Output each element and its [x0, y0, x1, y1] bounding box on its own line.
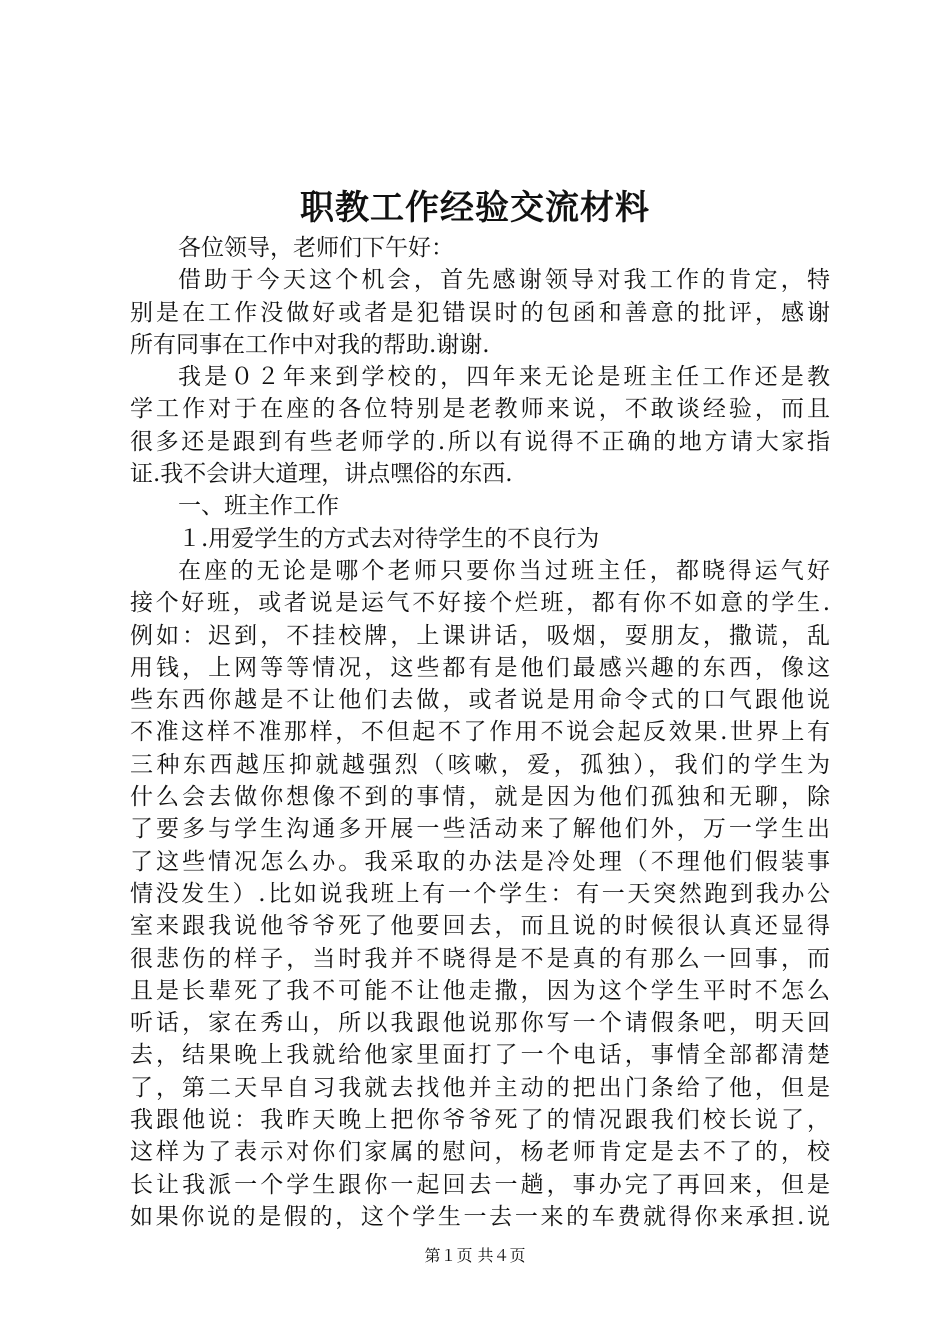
- body-line: 我是０２年来到学校的，四年来无论是班主任工作还是教: [178, 364, 830, 391]
- body-line: 三种东西越压抑就越强烈（咳嗽，爱，孤独），我们的学生为: [130, 751, 830, 778]
- document-body: [130, 232, 830, 1233]
- body-line: 这样为了表示对你们家属的慰问，杨老师肯定是去不了的，校: [130, 1139, 830, 1166]
- body-line: 情没发生）.比如说我班上有一个学生：有一天突然跑到我办公: [130, 880, 830, 907]
- body-line: 证.我不会讲大道理，讲点嘿俗的东西.: [130, 461, 513, 488]
- body-line: 学工作对于在座的各位特别是老教师来说，不敢谈经验，而且: [130, 396, 830, 423]
- body-line: 例如：迟到，不挂校牌，上课讲话，吸烟，耍朋友，撒谎，乱: [130, 622, 830, 649]
- body-line: 长让我派一个学生跟你一起回去一趟，事办完了再回来，但是: [130, 1171, 830, 1198]
- body-line: 很悲伤的样子，当时我并不晓得是不是真的有那么一回事，而: [130, 945, 830, 972]
- body-line: 用钱，上网等等情况，这些都有是他们最感兴趣的东西，像这: [130, 654, 830, 681]
- body-line: 了这些情况怎么办。我采取的办法是冷处理（不理他们假装事: [130, 848, 830, 875]
- body-line: 听话，家在秀山，所以我跟他说那你写一个请假条吧，明天回: [130, 1010, 830, 1037]
- body-line: １.用爱学生的方式去对待学生的不良行为: [178, 525, 600, 552]
- body-line: 了要多与学生沟通多开展一些活动来了解他们外，万一学生出: [130, 816, 830, 843]
- body-line: 很多还是跟到有些老师学的.所以有说得不正确的地方请大家指: [130, 428, 830, 455]
- body-line: 室来跟我说他爷爷死了他要回去，而且说的时候很认真还显得: [130, 913, 830, 940]
- body-line: 些东西你越是不让他们去做，或者说是用命令式的口气跟他说: [130, 687, 830, 714]
- body-line: 借助于今天这个机会，首先感谢领导对我工作的肯定，特: [178, 267, 830, 294]
- body-line: 我跟他说：我昨天晚上把你爷爷死了的情况跟我们校长说了，: [130, 1107, 830, 1134]
- body-line: 如果你说的是假的，这个学生一去一来的车费就得你来承担.说: [130, 1203, 830, 1230]
- body-line: 不准这样不准那样，不但起不了作用不说会起反效果.世界上有: [130, 719, 830, 746]
- body-line: 接个好班，或者说是运气不好接个烂班，都有你不如意的学生.: [130, 590, 830, 617]
- body-line: 所有同事在工作中对我的帮助.谢谢.: [130, 331, 490, 358]
- body-line: 在座的无论是哪个老师只要你当过班主任，都晓得运气好: [178, 557, 830, 584]
- body-line: 了，第二天早自习我就去找他并主动的把出门条给了他，但是: [130, 1074, 830, 1101]
- body-line: 各位领导，老师们下午好：: [178, 235, 454, 261]
- page-footer: 第１页 共４页: [424, 1246, 526, 1265]
- body-line: 别是在工作没做好或者是犯错误时的包函和善意的批评，感谢: [130, 299, 830, 326]
- body-line: 什么会去做你想像不到的事情，就是因为他们孤独和无聊，除: [130, 784, 830, 811]
- body-line: 一、班主作工作: [178, 493, 339, 520]
- document-title: 职教工作经验交流材料: [300, 188, 650, 228]
- body-line: 去，结果晚上我就给他家里面打了一个电话，事情全部都清楚: [130, 1042, 830, 1069]
- body-line: 且是长辈死了我不可能不让他走撒，因为这个学生平时不怎么: [130, 977, 830, 1004]
